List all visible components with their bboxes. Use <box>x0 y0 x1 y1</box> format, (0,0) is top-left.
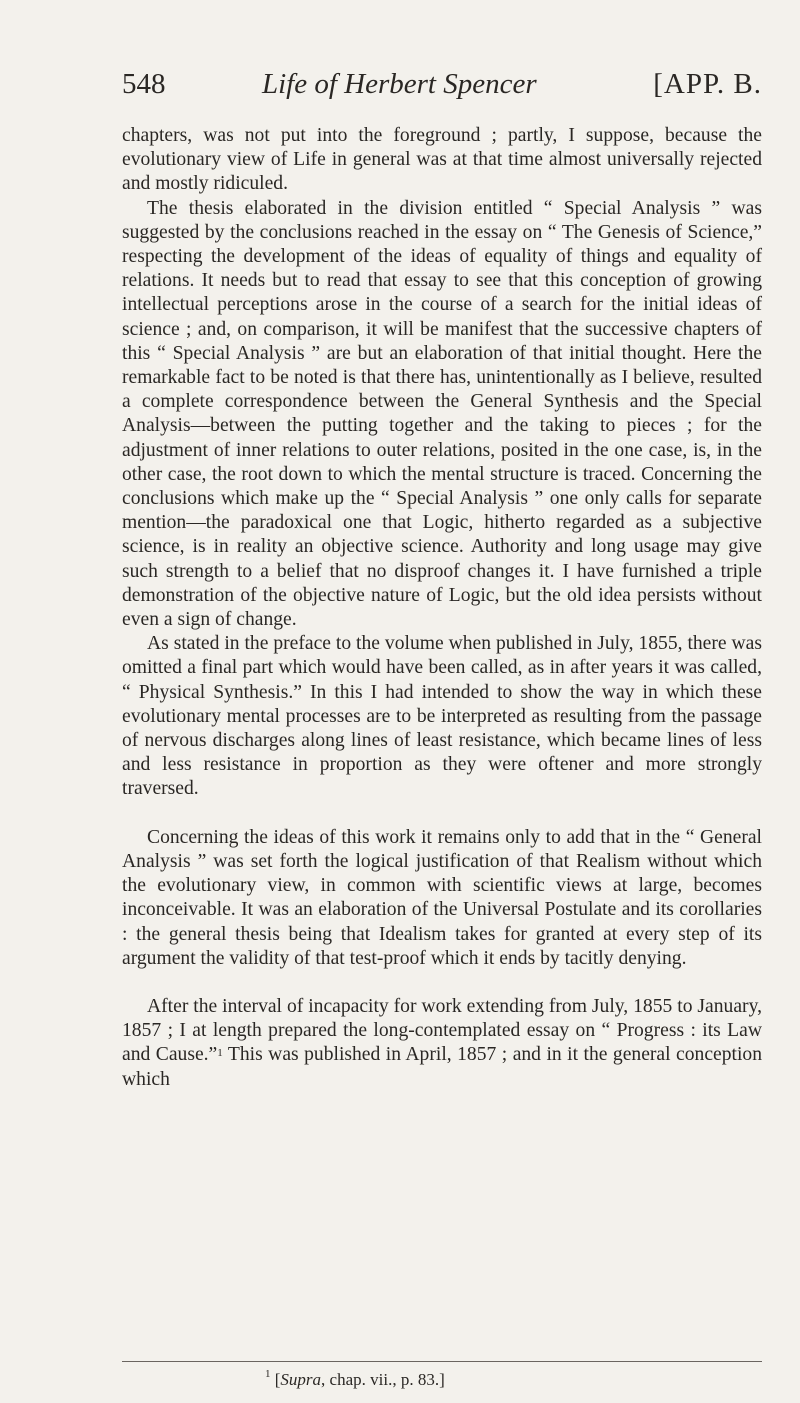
running-header <box>122 68 762 108</box>
footnote-open: [ <box>274 1370 281 1389</box>
footnote-rest: , chap. vii., p. 83.] <box>321 1370 445 1389</box>
running-title: Life of Herbert Spencer <box>262 68 537 100</box>
paragraph-2: The thesis elaborated in the division entitled “ Special Analysis ” was suggested by the conclusions reached in the essay on “ The Genesis of Science,” respecting the development of the ideas of equality of things and equality of relations. It needs but to read that essay to see that this conception of growing intellectual perceptions arose in the course of a search for the initial ideas of science ; and, on comparison, it will be manifest that the successive chapters of this “ Special Analysis ” are but an elaboration of that initial thought. Here the remarkable fact to be noted is that there has, unintentionally as I believe, resulted a complete correspondence between the General Synthesis and the Special Analysis—between the putting together and the taking to pieces ; for the adjustment of inner relations to outer relations, posited in the one case, is, in the other case, the root down to which the mental structure is traced. Concerning the conclusions which make up the “ Special Analysis ” one only calls for separate mention—the paradoxical one that Logic, hitherto regarded as a subjective science, is in reality an objective science. Authority and long usage may give such strength to a belief that no disproof changes it. I have furnished a triple demonstration of the objective nature of Logic, but the old idea persists without even a sign of change. <box>122 197 762 631</box>
page-number: 548 <box>122 68 166 100</box>
footnote <box>265 1370 445 1390</box>
paragraph-4: Concerning the ideas of this work it remains only to add that in the “ General Analysis ” was set forth the logical justification of that Realism without which the evolutionary view, in common with scientific views at large, becomes inconceivable. It was an elaboration of the Universal Postulate and its corollaries : the general thesis being that Idealism takes for granted at every step of its argument the validity of that test-proof which it ends by tacitly denying. <box>122 826 762 969</box>
paragraph-5 <box>122 995 762 1092</box>
footnote-reference: 1 <box>217 1047 223 1060</box>
footnote-rule <box>122 1361 762 1362</box>
paragraph-5-tail: This was published in April, 1857 ; and in it the general conception which <box>122 1044 763 1090</box>
paragraph-3: As stated in the preface to the volume when published in July, 1855, there was omitted a final part which would have been called, as in after years it was called, “ Physical Synthesis.” In this I had intended to show the way in which these evolutionary mental processes are to be interpreted as resulting from the passage of nervous discharges along lines of least resistance, which became lines of less and less resistance in proportion as they were oftener and more strongly traversed. <box>122 633 762 800</box>
paragraph-5-text: After the interval of incapacity for work extending from July, 1855 to January, 1857 ; I at length prepared the long-contemplated essay on “ Progress : its Law and Cause.” <box>122 995 762 1066</box>
body-text <box>122 124 762 1092</box>
footnote-italic: Supra <box>280 1370 322 1389</box>
footnote-marker: 1 <box>265 1368 271 1380</box>
paragraph-1: chapters, was not put into the foreground ; partly, I suppose, because the evolutionary view of Life in general was at that time almost universally rejected and mostly ridiculed. <box>122 125 762 195</box>
appendix-label: [APP. B. <box>653 68 762 100</box>
